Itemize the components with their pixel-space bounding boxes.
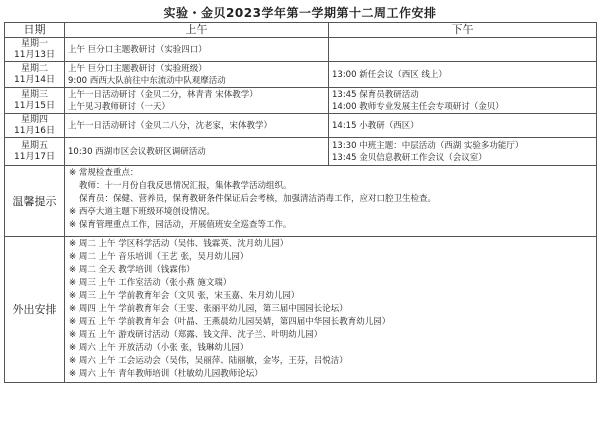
note-line: ※ 西亭大道主题下班级环境创设情况。 xyxy=(69,207,215,217)
am-item: 9:00 西西大队前往中东流动中队观摩活动 xyxy=(68,75,226,86)
day-row-wednesday xyxy=(5,88,597,114)
pm-item: 13:45 金贝信息教研工作会议（会议室） xyxy=(332,152,487,163)
am-item: 上午 巨分口主题教研讨（实验班级） xyxy=(68,63,207,74)
am-item: 上午一日活动研讨（金贝二分，林青青 宋体教学） xyxy=(68,89,258,100)
outings-cell xyxy=(65,237,597,383)
outing-line: ※ 周六 上午 青年教师培训（杜敏幼儿园教师论坛） xyxy=(69,369,263,379)
pm-cell xyxy=(329,62,597,88)
pm-cell xyxy=(329,138,597,166)
day-row-friday xyxy=(5,138,597,166)
header-am: 上午 xyxy=(65,23,329,38)
outing-line: ※ 周二 上午 音乐培训（王艺 张，吴月幼儿园） xyxy=(69,252,249,262)
date: 11月14日 xyxy=(14,74,55,85)
pm-item: 13:00 新任会议（西区 线上） xyxy=(332,69,447,80)
outings-label: 外出安排 xyxy=(5,237,65,383)
am-cell xyxy=(65,38,329,62)
outing-line: ※ 周二 全天 教学培训（钱霖伟） xyxy=(69,265,195,275)
outing-line: ※ 周五 上午 游戏研讨活动（郑露、钱文萍、沈子兰、叶明幼儿园） xyxy=(69,330,323,340)
weekday: 星期四 xyxy=(20,114,48,125)
outing-line: ※ 周六 上午 开放活动（小张 张，钱琳幼儿园） xyxy=(69,343,249,353)
day-cell xyxy=(5,114,65,138)
day-row-tuesday xyxy=(5,62,597,88)
day-cell xyxy=(5,138,65,166)
am-item: 上午一日活动研讨（金贝二八分，沈老家，宋体教学） xyxy=(68,120,273,131)
day-cell xyxy=(5,88,65,114)
notes-row xyxy=(5,166,597,237)
outing-line: ※ 周六 上午 工会运动会（吴伟，吴丽萍、陆丽敏，金岑，王芬，吕悦洁） xyxy=(69,356,348,366)
date: 11月16日 xyxy=(14,125,55,136)
am-cell xyxy=(65,114,329,138)
outings-row xyxy=(5,237,597,383)
am-item: 上午见习教师研讨（一天） xyxy=(68,101,171,112)
note-line: 教师：十一月份自我反思情况汇报，集体教学活动组织。 xyxy=(79,181,292,191)
pm-cell xyxy=(329,38,597,62)
am-item: 上午 巨分口主题教研讨（实验四口） xyxy=(68,44,207,55)
outing-line: ※ 周四 上午 学前教育年会（王雯、张丽平幼儿园，第三届中国园长论坛） xyxy=(69,304,348,314)
day-row-thursday xyxy=(5,114,597,138)
pm-cell xyxy=(329,88,597,114)
weekday: 星期五 xyxy=(20,140,48,151)
note-line: 保育员：保健、营养员，保育教研条件保证后会考核，加强清洁消毒工作，应对口腔卫生检查。 xyxy=(79,194,437,204)
pm-item: 14:00 教师专业发展主任会专项研讨（金贝） xyxy=(332,101,504,112)
date: 11月15日 xyxy=(14,100,55,111)
note-line: ※ 常规检查重点： xyxy=(69,168,139,178)
outing-line: ※ 周三 上午 工作室活动（张小燕 施文瑞） xyxy=(69,278,232,288)
note-line: ※ 保育管理重点工作，园活动，开展值班安全巡查等工作。 xyxy=(69,220,292,230)
am-cell xyxy=(65,88,329,114)
notes-label: 温馨提示 xyxy=(5,166,65,237)
header-pm: 下午 xyxy=(329,23,597,38)
header-row xyxy=(5,23,597,38)
outing-line: ※ 周五 上午 学前教育年会（叶晶、王燕晨幼儿园吴婧，第四届中华园长教育幼儿园） xyxy=(69,317,391,327)
am-cell xyxy=(65,138,329,166)
day-row-monday xyxy=(5,38,597,62)
day-cell xyxy=(5,62,65,88)
day-cell xyxy=(5,38,65,62)
date: 11月17日 xyxy=(14,151,55,162)
am-item: 10:30 西湖市区会议教研区调研活动 xyxy=(68,146,206,157)
am-cell xyxy=(65,62,329,88)
pm-cell xyxy=(329,114,597,138)
outing-line: ※ 周二 上午 学区科学活动（吴伟、钱霖英、沈月幼儿园） xyxy=(69,239,289,249)
pm-item: 13:45 保育员教研活动 xyxy=(332,89,419,100)
weekday: 星期二 xyxy=(20,63,48,74)
notes-cell xyxy=(65,166,597,237)
weekday: 星期一 xyxy=(20,38,48,49)
date: 11月13日 xyxy=(14,49,55,60)
pm-item: 13:30 中班主题：中层活动（西湖 实验多功能厅） xyxy=(332,140,524,151)
schedule-table xyxy=(4,22,597,383)
weekday: 星期三 xyxy=(20,89,48,100)
pm-item: 14:15 小教研（西区） xyxy=(332,120,419,131)
schedule-title: 实验・金贝2023学年第一学期第十二周工作安排 xyxy=(163,6,437,20)
header-day: 日期 xyxy=(5,23,65,38)
outing-line: ※ 周三 上午 学前教育年会（文贝 张，宋玉嘉、朱月幼儿园） xyxy=(69,291,300,301)
